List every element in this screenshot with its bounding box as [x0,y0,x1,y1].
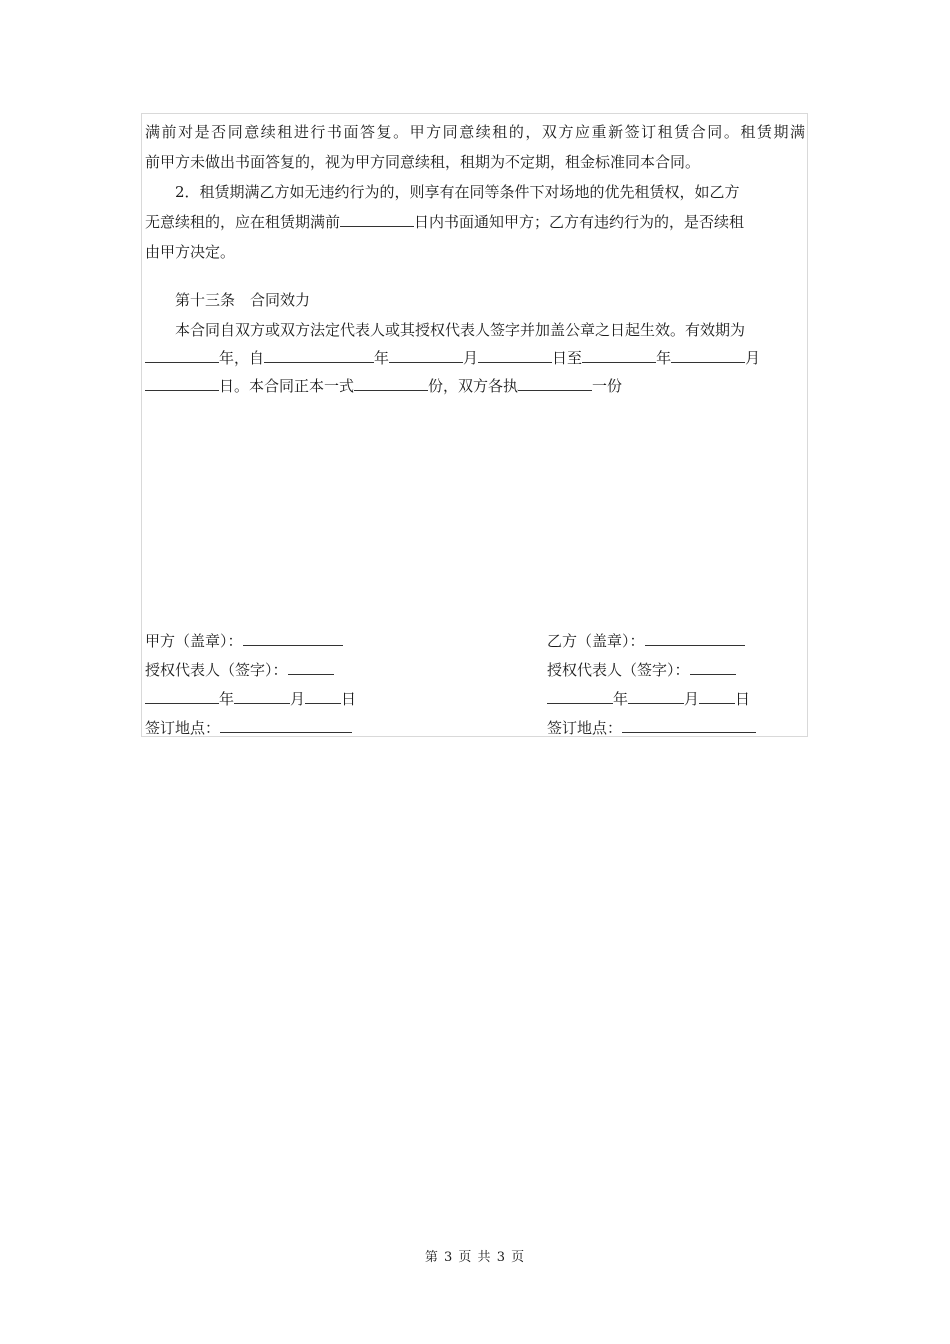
fill-blank [690,660,736,675]
paragraph-line [145,376,622,396]
party-b-place-label: 签订地点： [547,719,623,737]
paragraph-line: 由甲方决定。 [145,243,236,261]
text-span: 月 [684,690,700,708]
fill-blank [645,631,745,646]
party-b-rep-label: 授权代表人（签字）： [547,661,690,679]
text-span: 月 [463,349,479,367]
fill-blank [699,689,735,704]
paragraph-line: 本合同自双方或双方法定代表人或其授权代表人签字并加盖公章之日起生效。有效期为 [175,321,746,339]
text-span: 一份 [592,377,623,395]
fill-blank [145,689,219,704]
party-a-place-label: 签订地点： [145,719,221,737]
text-span: 无意续租的，应在租赁期满前 [145,213,341,231]
fill-blank [478,348,552,363]
fill-blank [671,348,745,363]
fill-blank [234,689,290,704]
party-b-seal-label: 乙方（盖章）： [547,632,645,650]
fill-blank [145,348,219,363]
paragraph-line: 2．租赁期满乙方如无违约行为的，则享有在同等条件下对场地的优先租赁权，如乙方 [175,183,740,201]
party-b-place [547,718,756,738]
fill-blank [354,376,428,391]
paragraph-line: 前甲方未做出书面答复的，视为甲方同意续租，租期为不定期，租金标准同本合同。 [145,153,701,171]
fill-blank [340,212,414,227]
text-span: 月 [745,349,761,367]
party-a-place [145,718,352,738]
text-span: 月 [290,690,306,708]
fill-blank [547,689,613,704]
fill-blank [518,376,592,391]
fill-blank [145,376,219,391]
text-span: 日至 [552,349,583,367]
party-a-seal [145,631,343,651]
text-span: 年 [613,690,629,708]
text-span: 日 [341,690,357,708]
paragraph-line [145,212,744,232]
fill-blank [220,718,352,733]
text-span: 日。本合同正本一式 [219,377,355,395]
text-span: 年 [219,690,235,708]
text-span: 日 [735,690,751,708]
article-heading: 第十三条 合同效力 [175,291,311,309]
fill-blank [243,631,343,646]
party-b-representative [547,660,736,680]
fill-blank [389,348,463,363]
fill-blank [305,689,341,704]
text-span: 年 [374,349,390,367]
party-b-seal [547,631,745,651]
party-a-representative [145,660,334,680]
fill-blank [628,689,684,704]
paragraph-line [145,348,760,368]
fill-blank [288,660,334,675]
fill-blank [622,718,756,733]
fill-blank [582,348,656,363]
party-a-seal-label: 甲方（盖章）： [145,632,243,650]
text-span: 年，自 [219,349,265,367]
party-a-date [145,689,356,709]
fill-blank [264,348,374,363]
page-number: 第 3 页 共 3 页 [424,1250,526,1265]
text-span: 年 [656,349,672,367]
party-a-rep-label: 授权代表人（签字）： [145,661,288,679]
party-b-date [547,689,750,709]
paragraph-line: 满前对是否同意续租进行书面答复。甲方同意续租的，双方应重新签订租赁合同。租赁期满 [145,123,805,141]
text-span: 份，双方各执 [428,377,519,395]
text-span: 日内书面通知甲方；乙方有违约行为的，是否续租 [414,213,745,231]
